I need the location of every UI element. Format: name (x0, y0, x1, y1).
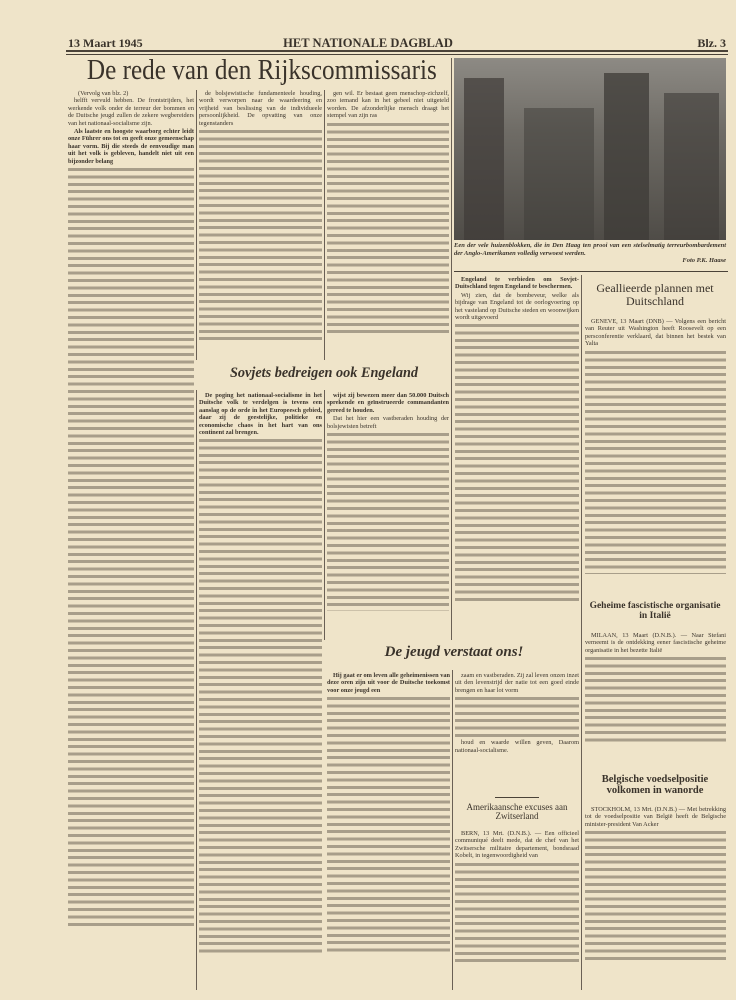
body-text (199, 437, 322, 957)
body-text (585, 829, 726, 964)
geheime-headline: Geheime fascistische organisatie in Italië (589, 601, 721, 621)
photo-caption (454, 242, 726, 265)
body-text (585, 655, 726, 743)
main-article-column-3 (327, 90, 449, 360)
paragraph: Wij zien, dat de bombeveur, welke als bijdrage van Engeland tot de oorlogvoering op het vasteland op Duitsche steden en woonwijken wordt uitgevoerd (455, 291, 579, 322)
bold-paragraph: wijst zij bewezen meer dan 50.000 Duitsch sprekende en geïnstrueerde commandanten gereed te houden. (327, 392, 449, 414)
paragraph: GENEVE, 13 Maart (DNB) — Volgens een bericht van Reuter uit Washington heeft Roosevelt op een persconferentie verklaard, dat binnen het bestek van Yalta (585, 318, 726, 348)
bold-paragraph: Hij gaat er om leven alle geheimenissen van deze oren zijn uit voor de Duitsche toekomst voor onze jeugd een (327, 672, 450, 694)
sovjets-column-1 (199, 392, 322, 990)
column-rule (581, 275, 582, 990)
paragraph: zaam en vastberaden. Zij zal leven onzen inzet uit den levenstrijd der natie tot een goed einde brengen en haar lot vorm (455, 672, 579, 694)
paragraph: Dat het hier een vastberaden houding der bolsjewisten betreft (327, 415, 449, 430)
continued-note: (Vervolg van blz. 2) (78, 90, 129, 97)
page-number: Blz. 3 (697, 36, 726, 50)
belgische-headline: Belgische voedselpositie volkomen in wanorde (601, 774, 709, 797)
main-article-column-2 (199, 90, 322, 360)
amerikaansche-body (455, 830, 579, 990)
column-rule (452, 670, 453, 990)
divider (495, 797, 539, 798)
body-text (327, 431, 449, 611)
body-text (327, 121, 449, 336)
amerikaansche-headline: Amerikaansche excuses aan Zwitserland (466, 802, 568, 822)
jeugd-column-2 (455, 672, 579, 792)
column-4-article (455, 276, 579, 638)
paragraph: de bolsjewistische fundamenteele houding, wordt verworpen naar de waardeering en vrijheid van beslissing van de individueele persoonlijkheid. De opvatting van onze tegenstanders (199, 90, 322, 127)
column-rule (196, 90, 197, 360)
paragraph: BERN, 13 Mrt. (D.N.B.). — Een officieel communiqué deelt mede, dat de chef van het Zwitsersche militaire departement, bondsraad Kobelt, in tegenwoordigheid van (455, 830, 579, 860)
main-headline: De rede van den Rijkscommissaris (86, 55, 437, 86)
sovjets-headline: Sovjets bedreigen ook Engeland (229, 365, 419, 381)
bold-paragraph: De poging het nationaal-socialisme in het Duitsche volk te verdelgen is tevens een aanslag op de orde in het Europeesch gebied, daar zij de geestelijke, politieke en economische chaos in het hart van ons continent zal brengen. (199, 392, 322, 437)
body-text (327, 695, 450, 955)
column-rule (451, 58, 452, 640)
bold-paragraph: Als laatste en hoogste waarborg echter leidt onze Führer ons tot en geeft onze gemeenschap haar vorm. Bij die steeds de eenvoudige man uit het volk is gebleven, handelt niet uit een bijzonder belang (68, 128, 194, 165)
geallieerde-headline: Geallieerde plannen met Duitschland (596, 281, 714, 308)
paragraph: helfft vervuld hebben. De frontstrijders, het werkende volk onder de terreur der bommen en de Duitsche jeugd zullen de zekere wegbereiders van het nationaal-socialisme zijn. (68, 97, 194, 127)
paragraph: gen wil. Er bestaat geen menschop-zichzelf, zoo iemand kan in het gebeel niet uitgeteld worden. De afzonderlijke mensch draagt het stempel van zijn ras (327, 90, 449, 120)
body-text (455, 322, 579, 602)
issue-date: 13 Maart 1945 (68, 36, 143, 50)
paragraph: MILAAN, 13 Maart (D.N.B.). — Naar Stefani verneemt is de ontdekking eener fascistische geheime organisatie in het bezette Italië (585, 632, 726, 654)
geheime-body (585, 632, 726, 768)
bombed-building-photo (454, 58, 726, 240)
newspaper-masthead: HET NATIONALE DAGBLAD (283, 36, 453, 50)
sovjets-column-2 (327, 392, 449, 637)
masthead-rule (66, 50, 728, 52)
paragraph: houd en waarde willen geven, Daarom nationaal-socialisme. (455, 739, 579, 754)
body-text (199, 128, 322, 343)
column-rule (196, 390, 197, 990)
geallieerde-body (585, 318, 726, 594)
paragraph: STOCKHOLM, 13 Mrt. (D.N.B.) — Met betrekking tot de voedselpositie van België heeft de Belgische minister-president Van Acker (585, 806, 726, 828)
caption-text: Een der vele huizenblokken, die in Den Haag ten prooi van een stelselmatig terreurbombardement der Anglo-Amerikanen volledig verwoest werden. (454, 242, 726, 257)
body-text (455, 861, 579, 966)
jeugd-headline: De jeugd verstaat ons! (384, 644, 524, 660)
column-rule (324, 90, 325, 360)
photo-credit: Foto P.K. Haase (682, 257, 726, 265)
bold-paragraph: Engeland te verbieden om Sovjet-Duitschland tegen Engeland te beschermen. (455, 276, 579, 291)
belgische-body (585, 806, 726, 990)
body-text (585, 349, 726, 574)
body-text (455, 695, 579, 739)
column-rule (324, 390, 325, 640)
jeugd-column-1 (327, 672, 450, 990)
caption-rule (454, 271, 728, 272)
body-text (68, 166, 194, 926)
main-article-column-1 (68, 90, 194, 990)
